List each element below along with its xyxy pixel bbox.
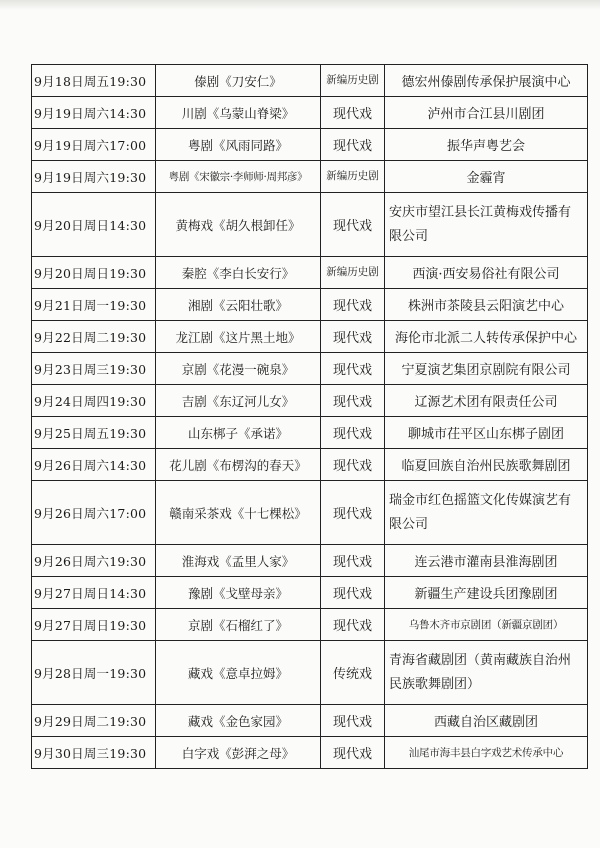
- table-row: [32, 641, 588, 705]
- table-row: [32, 65, 588, 97]
- genre-cell: 传统戏: [321, 641, 385, 705]
- table-row: [32, 161, 588, 193]
- performance-time-cell: 9月29日周二19:30: [32, 705, 156, 737]
- troupe-cell: 临夏回族自治州民族歌舞剧团: [385, 449, 588, 481]
- play-title-cell: 藏戏《意卓拉姆》: [156, 641, 321, 705]
- table-row: [32, 545, 588, 577]
- troupe-cell: 宁夏演艺集团京剧院有限公司: [385, 353, 588, 385]
- play-title-cell: 赣南采茶戏《十七棵松》: [156, 481, 321, 545]
- troupe-cell: 海伦市北派二人转传承保护中心: [385, 321, 588, 353]
- performance-time-cell: 9月28日周一19:30: [32, 641, 156, 705]
- table-row: [32, 385, 588, 417]
- genre-cell: 现代戏: [321, 577, 385, 609]
- table-row: [32, 193, 588, 257]
- performance-time-cell: 9月24日周四19:30: [32, 385, 156, 417]
- table-row: [32, 609, 588, 641]
- table-row: [32, 449, 588, 481]
- table-row: [32, 577, 588, 609]
- performance-time-cell: 9月26日周六19:30: [32, 545, 156, 577]
- performance-time-cell: 9月19日周六17:00: [32, 129, 156, 161]
- troupe-cell: 西演·西安易俗社有限公司: [385, 257, 588, 289]
- performance-time-cell: 9月26日周六17:00: [32, 481, 156, 545]
- play-title-cell: 山东梆子《承诺》: [156, 417, 321, 449]
- schedule-body: [32, 65, 588, 769]
- genre-cell: 现代戏: [321, 353, 385, 385]
- performance-time-cell: 9月19日周六14:30: [32, 97, 156, 129]
- play-title-cell: 黄梅戏《胡久根卸任》: [156, 193, 321, 257]
- troupe-cell: 西藏自治区藏剧团: [385, 705, 588, 737]
- troupe-cell: 连云港市灌南县淮海剧团: [385, 545, 588, 577]
- table-row: [32, 321, 588, 353]
- troupe-cell: 聊城市茌平区山东梆子剧团: [385, 417, 588, 449]
- performance-time-cell: 9月20日周日19:30: [32, 257, 156, 289]
- genre-cell: 现代戏: [321, 417, 385, 449]
- genre-cell: 现代戏: [321, 737, 385, 769]
- genre-cell: 现代戏: [321, 609, 385, 641]
- play-title-cell: 吉剧《东辽河儿女》: [156, 385, 321, 417]
- troupe-cell: 株洲市茶陵县云阳演艺中心: [385, 289, 588, 321]
- genre-cell: 现代戏: [321, 705, 385, 737]
- table-row: [32, 353, 588, 385]
- play-title-cell: 秦腔《李白长安行》: [156, 257, 321, 289]
- play-title-cell: 粤剧《宋徽宗·李师师·周邦彦》: [156, 161, 321, 193]
- table-row: [32, 705, 588, 737]
- table-row: [32, 481, 588, 545]
- troupe-cell: 辽源艺术团有限责任公司: [385, 385, 588, 417]
- play-title-cell: 豫剧《戈壁母亲》: [156, 577, 321, 609]
- genre-cell: 现代戏: [321, 289, 385, 321]
- genre-cell: 现代戏: [321, 193, 385, 257]
- play-title-cell: 藏戏《金色家园》: [156, 705, 321, 737]
- play-title-cell: 龙江剧《这片黑土地》: [156, 321, 321, 353]
- troupe-cell: 振华声粤艺会: [385, 129, 588, 161]
- troupe-cell: 新疆生产建设兵团豫剧团: [385, 577, 588, 609]
- performance-time-cell: 9月25日周五19:30: [32, 417, 156, 449]
- genre-cell: 现代戏: [321, 321, 385, 353]
- performance-time-cell: 9月18日周五19:30: [32, 65, 156, 97]
- table-row: [32, 257, 588, 289]
- genre-cell: 新编历史剧: [321, 161, 385, 193]
- play-title-cell: 湘剧《云阳壮歌》: [156, 289, 321, 321]
- troupe-cell: 安庆市望江县长江黄梅戏传播有限公司: [385, 193, 588, 257]
- play-title-cell: 川剧《乌蒙山脊梁》: [156, 97, 321, 129]
- troupe-cell: 泸州市合江县川剧团: [385, 97, 588, 129]
- performance-schedule-table: [31, 64, 588, 769]
- play-title-cell: 花儿剧《布楞沟的春天》: [156, 449, 321, 481]
- table-row: [32, 129, 588, 161]
- table-row: [32, 289, 588, 321]
- table-row: [32, 97, 588, 129]
- genre-cell: 新编历史剧: [321, 257, 385, 289]
- performance-time-cell: 9月27日周日14:30: [32, 577, 156, 609]
- genre-cell: 现代戏: [321, 545, 385, 577]
- genre-cell: 现代戏: [321, 481, 385, 545]
- performance-time-cell: 9月20日周日14:30: [32, 193, 156, 257]
- scan-edge-shadow: [0, 0, 600, 10]
- genre-cell: 现代戏: [321, 129, 385, 161]
- troupe-cell: 青海省藏剧团（黄南藏族自治州民族歌舞剧团）: [385, 641, 588, 705]
- troupe-cell: 德宏州傣剧传承保护展演中心: [385, 65, 588, 97]
- performance-time-cell: 9月27日周日19:30: [32, 609, 156, 641]
- genre-cell: 现代戏: [321, 97, 385, 129]
- genre-cell: 现代戏: [321, 385, 385, 417]
- play-title-cell: 傣剧《刀安仁》: [156, 65, 321, 97]
- troupe-cell: 金霾宵: [385, 161, 588, 193]
- performance-time-cell: 9月21日周一19:30: [32, 289, 156, 321]
- play-title-cell: 京剧《花漫一碗泉》: [156, 353, 321, 385]
- performance-time-cell: 9月22日周二19:30: [32, 321, 156, 353]
- performance-time-cell: 9月30日周三19:30: [32, 737, 156, 769]
- table-row: [32, 417, 588, 449]
- play-title-cell: 京剧《石榴红了》: [156, 609, 321, 641]
- genre-cell: 新编历史剧: [321, 65, 385, 97]
- troupe-cell: 瑞金市红色摇篮文化传媒演艺有限公司: [385, 481, 588, 545]
- play-title-cell: 淮海戏《孟里人家》: [156, 545, 321, 577]
- troupe-cell: 乌鲁木齐市京剧团（新疆京剧团）: [385, 609, 588, 641]
- genre-cell: 现代戏: [321, 449, 385, 481]
- performance-time-cell: 9月23日周三19:30: [32, 353, 156, 385]
- play-title-cell: 白字戏《彭湃之母》: [156, 737, 321, 769]
- performance-time-cell: 9月19日周六19:30: [32, 161, 156, 193]
- troupe-cell: 汕尾市海丰县白字戏艺术传承中心: [385, 737, 588, 769]
- performance-time-cell: 9月26日周六14:30: [32, 449, 156, 481]
- table-row: [32, 737, 588, 769]
- play-title-cell: 粤剧《风雨同路》: [156, 129, 321, 161]
